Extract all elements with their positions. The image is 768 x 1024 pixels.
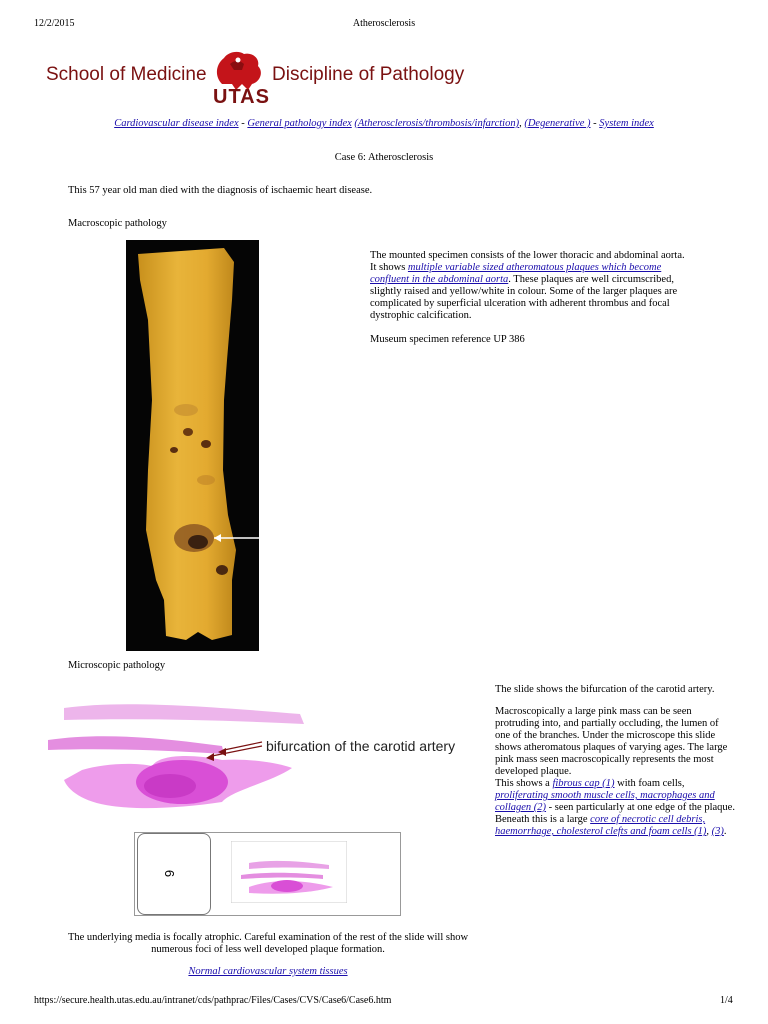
macroscopic-heading: Macroscopic pathology (68, 218, 167, 229)
system-index-link[interactable]: System index (599, 118, 654, 129)
case-intro: This 57 year old man died with the diagnosis of ischaemic heart disease. (68, 185, 373, 196)
micro-p3-text: This shows a (495, 778, 553, 789)
nav-separator: - (238, 118, 248, 129)
micro-p3-text: with foam cells, (614, 778, 685, 789)
slide-overview-frame (134, 832, 401, 916)
fibrous-cap-link[interactable]: fibrous cap (1) (552, 778, 615, 789)
aorta-specimen-image (126, 240, 259, 651)
macroscopic-description (370, 250, 688, 322)
slide-thumbnail-image (231, 841, 347, 903)
necrotic-core-link[interactable]: core of necrotic cell debris, haemorrhage, cholesterol clefts and foam cells (1) (495, 814, 707, 837)
micro-desc-p1: The slide shows the bifurcation of the carotid artery. (495, 684, 715, 695)
utas-crest-text: UTAS (213, 86, 270, 108)
nav-separator: , (519, 118, 525, 129)
page-url: https://secure.health.utas.edu.au/intranet/cds/pathprac/Files/Cases/CVS/Case6/Case6.htm (34, 995, 392, 1006)
general-pathology-index-link[interactable]: General pathology index (247, 118, 352, 129)
school-of-medicine-text: School of Medicine (46, 64, 207, 85)
degenerative-index-link[interactable]: (Degenerative ) (524, 118, 591, 129)
discipline-of-pathology-text: Discipline of Pathology (272, 64, 465, 85)
normal-cvs-tissues-link[interactable]: Normal cardiovascular system tissues (188, 966, 348, 977)
normal-tissues-link-wrap (50, 966, 486, 978)
macro-desc-text: The mounted specimen consists of the lower thoracic and abdominal aorta. It shows (370, 250, 685, 273)
print-title: Atherosclerosis (352, 18, 416, 29)
nav-separator: - (590, 118, 600, 129)
carotid-slide-image (42, 684, 490, 826)
micro-p3-text: . (723, 826, 727, 837)
necrotic-core-link-3[interactable]: (3) (711, 826, 724, 837)
atherosclerosis-index-link[interactable]: (Atherosclerosis/thrombosis/infarction) (354, 118, 520, 129)
school-logo-banner (46, 60, 486, 112)
slide-label-number: 6 (162, 869, 178, 878)
microscopic-heading: Microscopic pathology (68, 660, 166, 671)
page-number: 1/4 (720, 995, 733, 1006)
micro-p3-text: , (706, 826, 712, 837)
print-date: 12/2/2015 (34, 18, 75, 29)
case-title: Case 6: Atherosclerosis (334, 152, 434, 163)
media-atrophy-text: The underlying media is focally atrophic. Careful examination of the rest of the slide will show numerous foci of less well developed plaque formation. (67, 932, 469, 955)
nav-bar (0, 118, 768, 129)
micro-desc-p3 (495, 778, 735, 838)
smooth-muscle-cells-link[interactable]: proliferating smooth muscle cells, macrophages and collagen (2) (495, 790, 715, 813)
slide-label-box (137, 833, 211, 915)
cardiovascular-index-link[interactable]: Cardiovascular disease index (114, 118, 239, 129)
atheromatous-plaques-link[interactable]: multiple variable sized atheromatous plaques which become confluent in the abdominal aorta (370, 262, 662, 285)
museum-reference: Museum specimen reference UP 386 (370, 334, 525, 345)
micro-desc-p2: Macroscopically a large pink mass can be seen protruding into, and partially occluding, the lumen of one of the branches. Under the microscope this slide shows atheromatous plaques of varying ages. The large pink mass seen macroscopically represents the most developed plaque. (495, 706, 728, 777)
macro-desc-text-cont: . These plaques are well circumscribed, slightly raised and yellow/white in colour. Some of the larger plaques are complicated by superficial ulceration with adherent thrombus and focal dystrophic calcification. (370, 274, 678, 321)
micro-p3-text: - seen particularly at one edge of the plaque. Beneath this is a large (495, 802, 735, 825)
carotid-annotation-label: bifurcation of the carotid artery (266, 738, 456, 754)
